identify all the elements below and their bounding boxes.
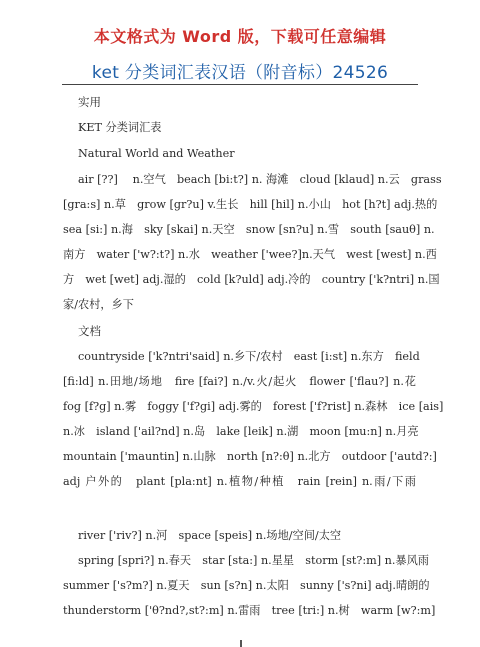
- document-title: ket 分类词汇表汉语（附音标）24526: [91, 63, 389, 83]
- vocab-line: mountain ['mauntin] n.山脉 north [n?:θ] n.北方 outdoor ['autd?:]: [63, 450, 437, 463]
- vocab-line: 家/农村，乡下: [63, 298, 134, 311]
- vocab-line: fog [f?g] n.雾 foggy ['f?gi] adj.雾的 forest ['f?rist] n.森林 ice [ais]: [63, 400, 444, 413]
- title-divider: [62, 84, 418, 85]
- vocab-line: thunderstorm ['θ?nd?,st?:m] n.雷雨 tree [tri:] n.树 warm [w?:m]: [63, 604, 436, 617]
- vocab-line: sea [si:] n.海 sky [skai] n.天空 snow [sn?u] n.雪 south [sauθ] n.: [63, 223, 435, 236]
- category-heading: Natural World and Weather: [78, 147, 235, 160]
- vocab-line: [fi:ld] n.田地/场地 fire [fai?] n./v.火/起火 flower ['flau?] n.花: [63, 375, 416, 388]
- page-marker: [240, 640, 242, 647]
- document-banner: 本文格式为 Word 版，下载可任意编辑: [93, 27, 387, 46]
- section-label-practical: 实用: [78, 95, 101, 109]
- vocab-line: 南方 water ['w?:t?] n.水 weather ['wee?]n.天气 west [west] n.西: [63, 248, 437, 261]
- section-label-document: 文档: [78, 324, 101, 338]
- vocab-line: countryside ['k?ntri'said] n.乡下/农村 east [i:st] n.东方 field: [78, 350, 420, 363]
- vocab-line: adj 户外的 plant [pla:nt] n.植物/种植 rain [rein] n.雨/下雨: [63, 475, 416, 488]
- vocab-line: 方 wet [wet] adj.湿的 cold [k?uld] adj.冷的 country ['k?ntri] n.国: [63, 273, 440, 286]
- vocab-line: [gra:s] n.草 grow [gr?u] v.生长 hill [hil] n.小山 hot [h?t] adj.热的: [63, 198, 438, 211]
- vocab-line: spring [spri?] n.春天 star [sta:] n.星星 storm [st?:m] n.暴风雨: [78, 554, 429, 567]
- vocab-line: air [??] n.空气 beach [bi:t?] n. 海滩 cloud [klaud] n.云 grass: [78, 173, 442, 186]
- vocab-line: river ['riv?] n.河 space [speis] n.场地/空间/太空: [78, 529, 342, 542]
- vocab-line: summer ['s?m?] n.夏天 sun [s?n] n.太阳 sunny ['s?ni] adj.晴朗的: [63, 579, 430, 592]
- vocab-title: KET 分类词汇表: [78, 121, 162, 134]
- vocab-line: n.冰 island ['ail?nd] n.岛 lake [leik] n.湖 moon [mu:n] n.月亮: [63, 425, 419, 438]
